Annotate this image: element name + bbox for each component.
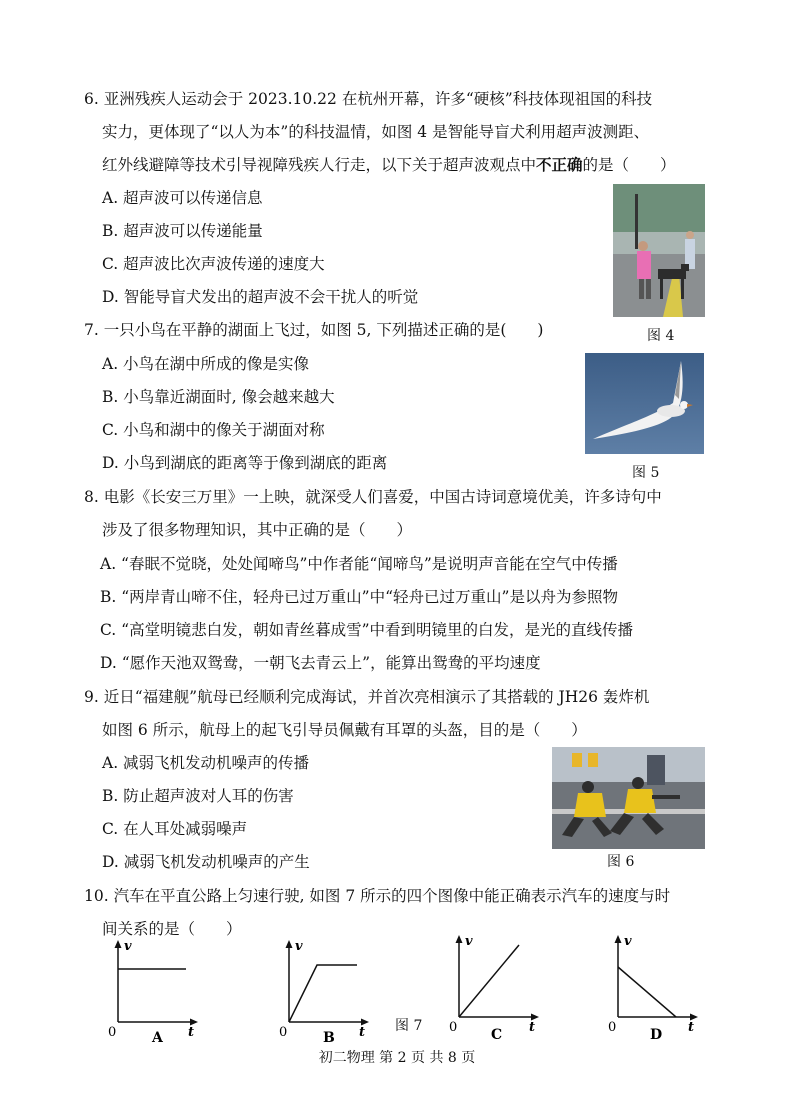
q9-option-b: B. 防止超声波对人耳的伤害 bbox=[102, 787, 294, 805]
graph-d-origin: 0 bbox=[608, 1020, 617, 1035]
figure-6-deck-crew-photo bbox=[552, 747, 705, 849]
q6-option-b: B. 超声波可以传递能量 bbox=[102, 222, 263, 240]
graph-d-v-label: v bbox=[624, 934, 632, 949]
page-footer: 初二物理 第 2 页 共 8 页 bbox=[318, 1050, 476, 1066]
graph-d-curve bbox=[618, 967, 676, 1017]
figure-7-caption: 图 7 bbox=[395, 1018, 423, 1034]
graph-b-t-label: t bbox=[359, 1025, 366, 1040]
figure-5-caption: 图 5 bbox=[632, 465, 660, 481]
q8-option-a: A. “春眠不觉晓，处处闻啼鸟”中作者能“闻啼鸟”是说明声音能在空气中传播 bbox=[100, 555, 618, 573]
graph-b-origin: 0 bbox=[279, 1025, 288, 1040]
graph-a-label: A bbox=[152, 1030, 163, 1046]
graph-a-origin: 0 bbox=[108, 1025, 117, 1040]
figure-5-bird-photo bbox=[585, 353, 704, 454]
graph-b-label: B bbox=[323, 1030, 335, 1046]
q6-stem-line3: 红外线避障等技术引导视障残疾人行走，以下关于超声波观点中不正确的是（ ） bbox=[102, 155, 676, 174]
q8-option-d: D. “愿作天池双鸳鸯，一朝飞去青云上”，能算出鸳鸯的平均速度 bbox=[100, 654, 541, 672]
q7-stem-line1: 7. 一只小鸟在平静的湖面上飞过，如图 5, 下列描述正确的是( ) bbox=[84, 321, 544, 339]
graph-d bbox=[602, 933, 702, 1043]
graph-a bbox=[102, 938, 202, 1048]
graph-b-v-arrow bbox=[286, 940, 293, 948]
q8-stem-line1: 8. 电影《长安三万里》一上映，就深受人们喜爱，中国古诗词意境优美，许多诗句中 bbox=[84, 488, 662, 506]
q6-option-d: D. 智能导盲犬发出的超声波不会干扰人的听觉 bbox=[102, 288, 419, 306]
q9-option-d: D. 减弱飞机发动机噪声的产生 bbox=[102, 853, 310, 871]
q8-stem-line2: 涉及了很多物理知识，其中正确的是（ ） bbox=[102, 521, 413, 539]
graph-d-label: D bbox=[650, 1027, 663, 1043]
q7-option-b: B. 小鸟靠近湖面时, 像会越来越大 bbox=[102, 388, 335, 406]
graph-a-t-label: t bbox=[188, 1025, 195, 1040]
graph-b bbox=[273, 938, 373, 1048]
q6-stem-line2: 实力，更体现了“以人为本”的科技温情，如图 4 是智能导盲犬利用超声波测距、 bbox=[102, 123, 650, 141]
graph-c-t-label: t bbox=[529, 1020, 536, 1035]
graph-d-t-label: t bbox=[688, 1020, 695, 1035]
graph-b-curve bbox=[289, 965, 357, 1022]
graph-c-curve bbox=[459, 945, 519, 1017]
graph-c-label: C bbox=[491, 1027, 503, 1043]
graph-d-v-arrow bbox=[615, 935, 622, 943]
q9-option-a: A. 减弱飞机发动机噪声的传播 bbox=[102, 754, 310, 772]
q8-option-c: C. “高堂明镜悲白发，朝如青丝暮成雪”中看到明镜里的白发，是光的直线传播 bbox=[100, 621, 634, 639]
q7-option-d: D. 小鸟到湖底的距离等于像到湖底的距离 bbox=[102, 454, 388, 472]
q9-stem-line1: 9. 近日“福建舰”航母已经顺利完成海试，并首次亮相演示了其搭载的 JH26 轰炸机 bbox=[84, 688, 650, 706]
figure-4-guide-dog-photo bbox=[613, 184, 705, 317]
figure-6-caption: 图 6 bbox=[607, 854, 635, 870]
graph-c-v-label: v bbox=[465, 934, 473, 949]
q6-emphasis: 不正确 bbox=[536, 155, 583, 174]
q7-option-c: C. 小鸟和湖中的像关于湖面对称 bbox=[102, 421, 325, 439]
graph-a-v-arrow bbox=[115, 940, 122, 948]
q6-stem-line1: 6. 亚洲残疾人运动会于 2023.10.22 在杭州开幕，许多“硬核”科技体现祖国的科技 bbox=[84, 90, 653, 108]
q6-option-a: A. 超声波可以传递信息 bbox=[102, 189, 263, 207]
q7-option-a: A. 小鸟在湖中所成的像是实像 bbox=[102, 355, 310, 373]
graph-c-origin: 0 bbox=[449, 1020, 458, 1035]
q6-option-c: C. 超声波比次声波传递的速度大 bbox=[102, 255, 325, 273]
q10-stem-line1: 10. 汽车在平直公路上匀速行驶, 如图 7 所示的四个图像中能正确表示汽车的速度与时 bbox=[84, 887, 671, 905]
graph-c-v-arrow bbox=[456, 935, 463, 943]
graph-b-v-label: v bbox=[295, 939, 303, 954]
q9-stem-line2: 如图 6 所示，航母上的起飞引导员佩戴有耳罩的头盔，目的是（ ） bbox=[102, 721, 587, 739]
q8-option-b: B. “两岸青山啼不住，轻舟已过万重山”中“轻舟已过万重山”是以舟为参照物 bbox=[100, 588, 618, 606]
q9-option-c: C. 在人耳处减弱噪声 bbox=[102, 820, 248, 838]
q10-stem-line2: 间关系的是（ ） bbox=[102, 920, 242, 938]
graph-c bbox=[443, 933, 543, 1043]
graph-a-v-label: v bbox=[124, 939, 132, 954]
figure-4-caption: 图 4 bbox=[647, 328, 675, 344]
